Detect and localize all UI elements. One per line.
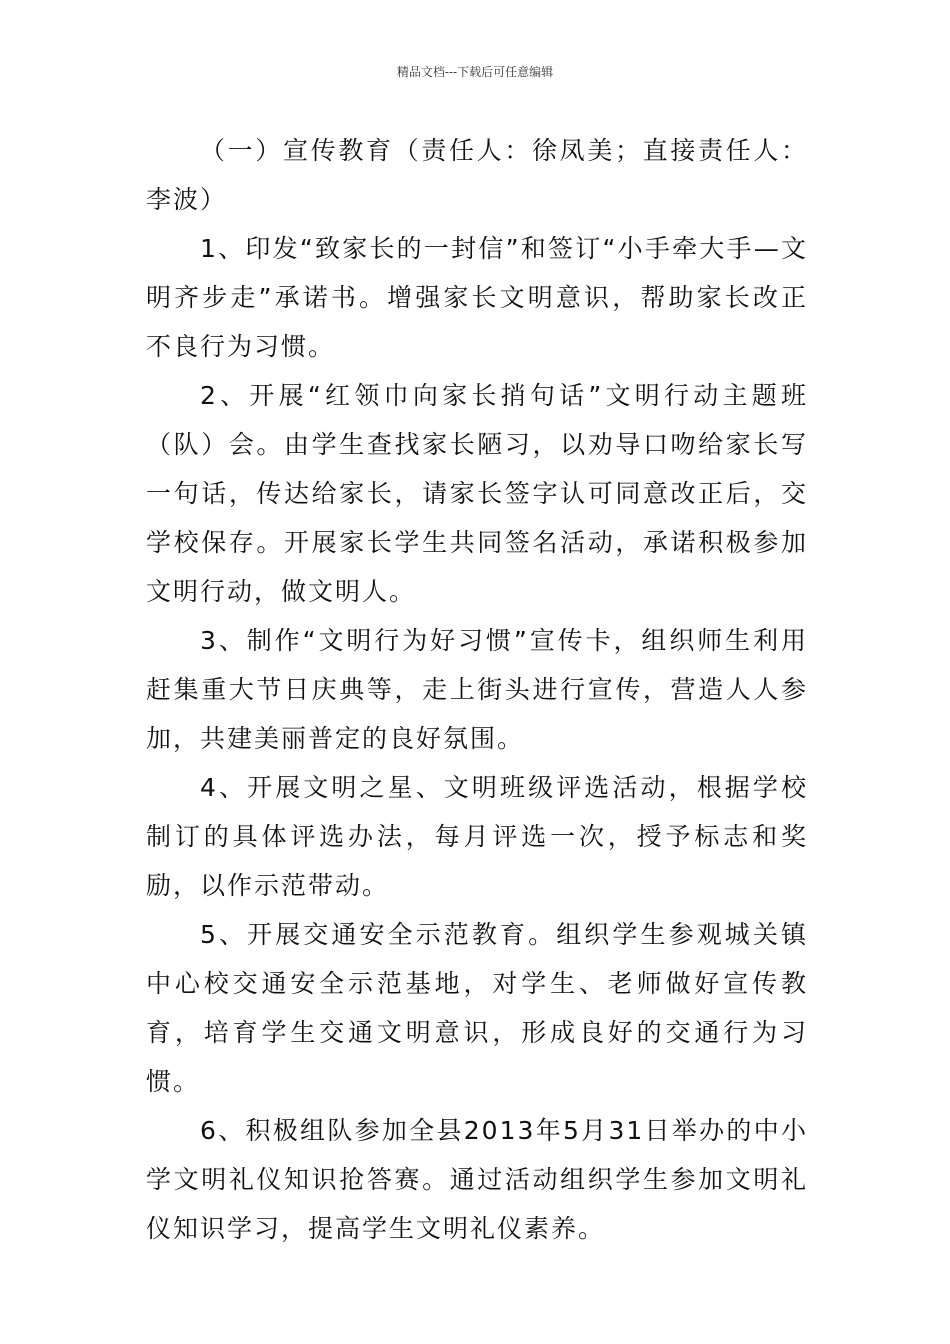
- paragraph-item-5: 5、开展交通安全示范教育。组织学生参观城关镇中心校交通安全示范基地，对学生、老师做好宣传教育，培育学生交通文明意识，形成良好的交通行为习惯。: [146, 920, 808, 1096]
- paragraph-item-3: 3、制作“文明行为好习惯”宣传卡，组织师生利用赶集重大节日庆典等，走上街头进行宣传，营造人人参加，共建美丽普定的良好氛围。: [146, 626, 808, 753]
- paragraph-item-2: 2、开展“红领巾向家长捎句话”文明行动主题班（队）会。由学生查找家长陋习，以劝导口吻给家长写一句话，传达给家长，请家长签字认可同意改正后，交学校保存。开展家长学生共同签名活动，承诺积极参加文明行动，做文明人。: [146, 381, 808, 606]
- section-heading: （一）宣传教育（责任人：徐凤美；直接责任人：李波）: [146, 136, 808, 214]
- paragraph-item-6: 6、积极组队参加全县2013年5月31日举办的中小学文明礼仪知识抢答赛。通过活动组织学生参加文明礼仪知识学习，提高学生文明礼仪素养。: [146, 1116, 808, 1243]
- paragraph-item-1: 1、印发“致家长的一封信”和签订“小手牵大手—文明齐步走”承诺书。增强家长文明意识，帮助家长改正不良行为习惯。: [146, 234, 808, 361]
- paragraph-item-4: 4、开展文明之星、文明班级评选活动，根据学校制订的具体评选办法，每月评选一次，授予标志和奖励，以作示范带动。: [146, 773, 808, 900]
- document-body: [146, 126, 808, 1253]
- page-header: 精品文档---下载后可任意编辑: [396, 65, 554, 79]
